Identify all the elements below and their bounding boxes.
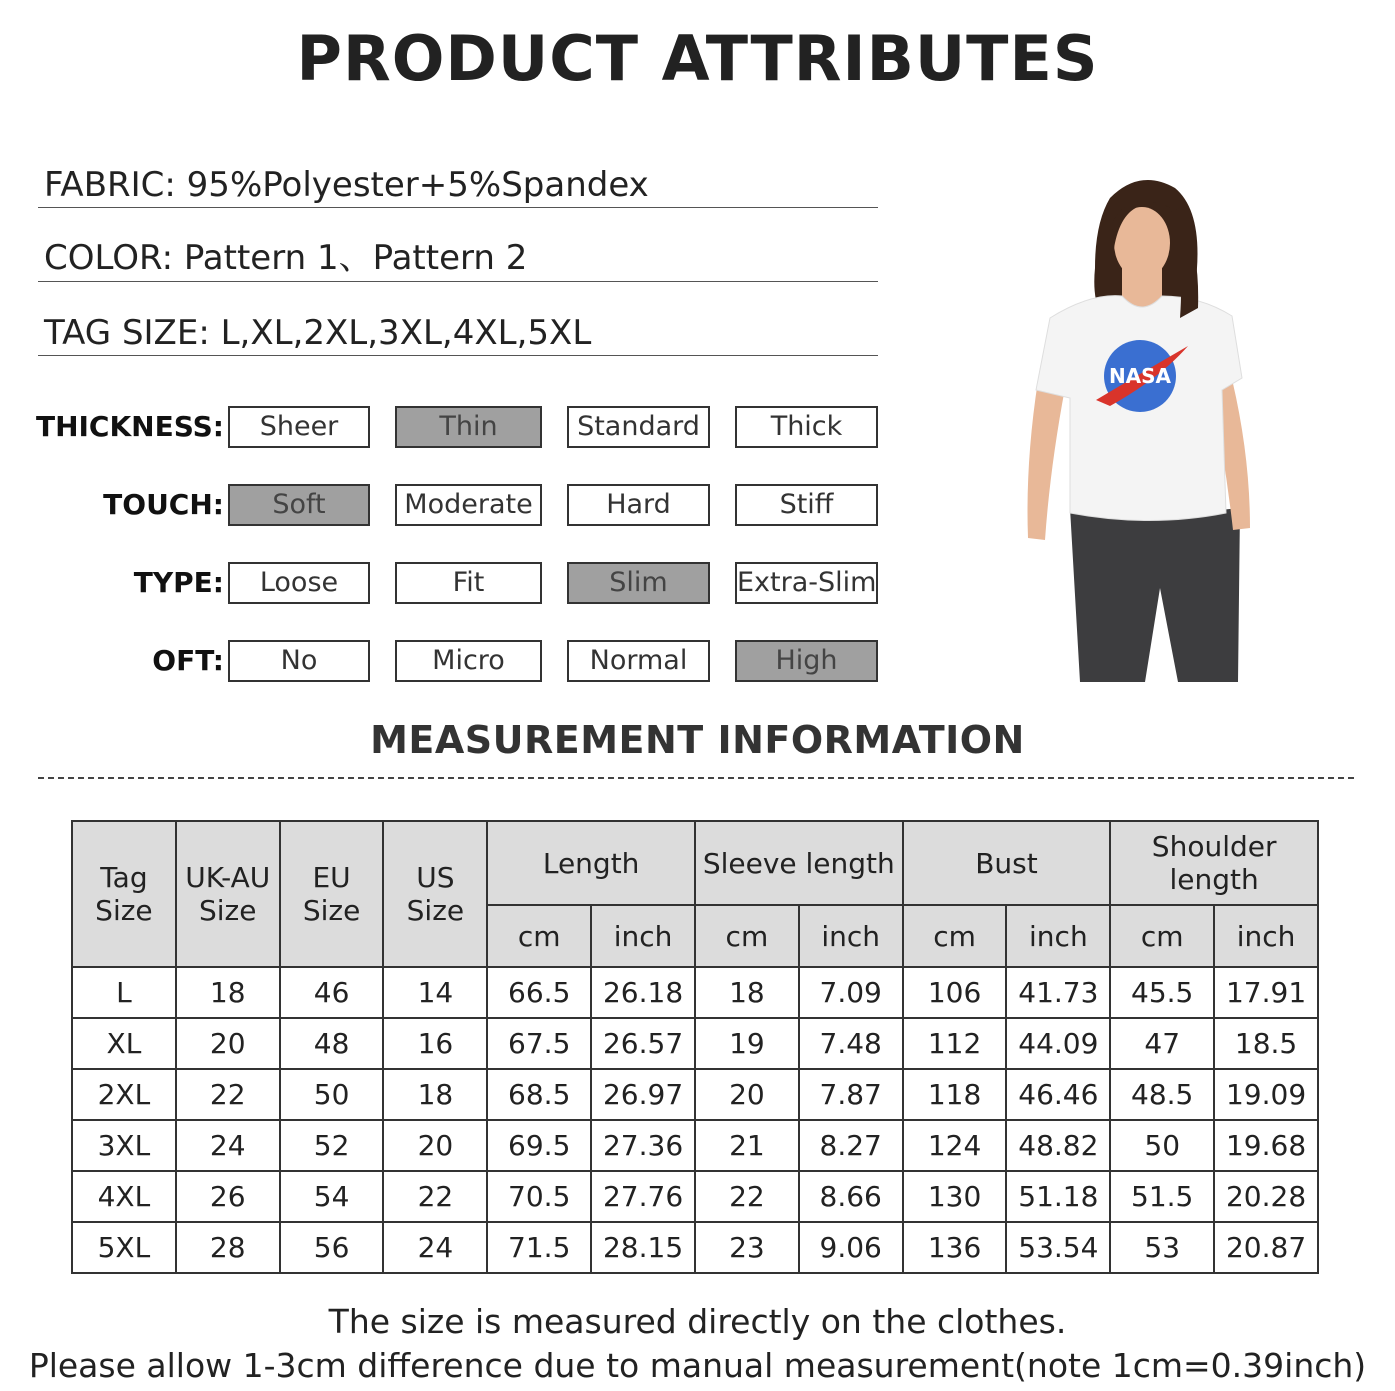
header-cm: cm xyxy=(1110,905,1214,967)
table-cell: 22 xyxy=(176,1069,280,1120)
table-cell: 44.09 xyxy=(1006,1018,1110,1069)
table-cell: 54 xyxy=(280,1171,384,1222)
model-photo xyxy=(1010,168,1290,682)
rating-option: Stiff xyxy=(735,484,878,526)
table-cell: 67.5 xyxy=(487,1018,591,1069)
table-cell: 50 xyxy=(280,1069,384,1120)
color-text: COLOR: Pattern 1、Pattern 2 xyxy=(44,238,528,278)
table-cell: 21 xyxy=(695,1120,799,1171)
header-cm: cm xyxy=(487,905,591,967)
table-cell: 70.5 xyxy=(487,1171,591,1222)
rating-option: Thin xyxy=(395,406,542,448)
size-table xyxy=(71,820,1319,1274)
table-cell: 69.5 xyxy=(487,1120,591,1171)
table-cell: 53.54 xyxy=(1006,1222,1110,1273)
table-row xyxy=(72,1171,1318,1222)
table-cell: 7.09 xyxy=(799,967,903,1018)
table-cell: 112 xyxy=(903,1018,1007,1069)
table-cell: 51.5 xyxy=(1110,1171,1214,1222)
rating-option: Thick xyxy=(735,406,878,448)
table-cell: 5XL xyxy=(72,1222,176,1273)
table-cell: 26 xyxy=(176,1171,280,1222)
header-cm: cm xyxy=(903,905,1007,967)
rating-option: Sheer xyxy=(228,406,370,448)
table-cell: XL xyxy=(72,1018,176,1069)
table-cell: 52 xyxy=(280,1120,384,1171)
table-cell: 41.73 xyxy=(1006,967,1110,1018)
fabric-text: FABRIC: 95%Polyester+5%Spandex xyxy=(44,165,649,205)
table-cell: 118 xyxy=(903,1069,1007,1120)
table-cell: 19 xyxy=(695,1018,799,1069)
table-cell: 28 xyxy=(176,1222,280,1273)
rating-option: Hard xyxy=(567,484,710,526)
rating-option: Slim xyxy=(567,562,710,604)
rating-label: TYPE: xyxy=(133,566,224,599)
table-cell: L xyxy=(72,967,176,1018)
fabric-line xyxy=(38,157,878,208)
rating-option: Normal xyxy=(567,640,710,682)
table-cell: 48.5 xyxy=(1110,1069,1214,1120)
rating-option: Soft xyxy=(228,484,370,526)
rating-option: Standard xyxy=(567,406,710,448)
table-cell: 28.15 xyxy=(591,1222,695,1273)
measurement-title: MEASUREMENT INFORMATION xyxy=(370,718,1025,762)
table-cell: 26.18 xyxy=(591,967,695,1018)
rating-option: No xyxy=(228,640,370,682)
leggings-shape xyxy=(1070,508,1240,682)
page-title: PRODUCT ATTRIBUTES xyxy=(296,22,1099,95)
table-cell: 48 xyxy=(280,1018,384,1069)
header-us-size: US Size xyxy=(383,821,487,967)
table-cell: 22 xyxy=(695,1171,799,1222)
table-cell: 22 xyxy=(383,1171,487,1222)
table-cell: 66.5 xyxy=(487,967,591,1018)
table-cell: 2XL xyxy=(72,1069,176,1120)
table-cell: 4XL xyxy=(72,1171,176,1222)
header-length: Length xyxy=(487,821,695,905)
header-inch: inch xyxy=(1006,905,1110,967)
table-cell: 27.76 xyxy=(591,1171,695,1222)
table-cell: 9.06 xyxy=(799,1222,903,1273)
table-cell: 18 xyxy=(383,1069,487,1120)
note-measured: The size is measured directly on the clothes. xyxy=(328,1302,1067,1341)
tag-size-text: TAG SIZE: L,XL,2XL,3XL,4XL,5XL xyxy=(44,313,592,353)
table-cell: 8.66 xyxy=(799,1171,903,1222)
table-cell: 19.68 xyxy=(1214,1120,1318,1171)
table-cell: 50 xyxy=(1110,1120,1214,1171)
table-row xyxy=(72,1222,1318,1273)
table-cell: 7.48 xyxy=(799,1018,903,1069)
table-cell: 130 xyxy=(903,1171,1007,1222)
header-inch: inch xyxy=(591,905,695,967)
header-shoulder-length: Shoulder length xyxy=(1110,821,1318,905)
header-eu-size: EU Size xyxy=(280,821,384,967)
header-inch: inch xyxy=(1214,905,1318,967)
table-cell: 56 xyxy=(280,1222,384,1273)
rating-option: Extra-Slim xyxy=(735,562,878,604)
header-uk-au-size: UK-AU Size xyxy=(176,821,280,967)
table-cell: 51.18 xyxy=(1006,1171,1110,1222)
rating-option: Loose xyxy=(228,562,370,604)
table-cell: 26.57 xyxy=(591,1018,695,1069)
table-cell: 53 xyxy=(1110,1222,1214,1273)
table-cell: 48.82 xyxy=(1006,1120,1110,1171)
header-tag-size: Tag Size xyxy=(72,821,176,967)
table-cell: 26.97 xyxy=(591,1069,695,1120)
note-difference: Please allow 1-3cm difference due to manual measurement(note 1cm=0.39inch) xyxy=(28,1346,1367,1385)
table-row xyxy=(72,967,1318,1018)
header-inch: inch xyxy=(799,905,903,967)
rating-option: Micro xyxy=(395,640,542,682)
rating-option: High xyxy=(735,640,878,682)
table-cell: 18 xyxy=(695,967,799,1018)
table-cell: 45.5 xyxy=(1110,967,1214,1018)
table-cell: 20.28 xyxy=(1214,1171,1318,1222)
table-cell: 24 xyxy=(176,1120,280,1171)
table-row xyxy=(72,1018,1318,1069)
dashed-divider xyxy=(38,777,1354,779)
table-cell: 46 xyxy=(280,967,384,1018)
table-row xyxy=(72,1120,1318,1171)
header-cm: cm xyxy=(695,905,799,967)
header-bust: Bust xyxy=(903,821,1111,905)
table-cell: 71.5 xyxy=(487,1222,591,1273)
table-row xyxy=(72,1069,1318,1120)
nasa-logo-text: NASA xyxy=(1108,364,1172,388)
table-cell: 3XL xyxy=(72,1120,176,1171)
tag-size-line xyxy=(38,305,878,356)
table-cell: 46.46 xyxy=(1006,1069,1110,1120)
table-cell: 20 xyxy=(695,1069,799,1120)
rating-label: OFT: xyxy=(152,644,224,677)
table-cell: 7.87 xyxy=(799,1069,903,1120)
rating-label: THICKNESS: xyxy=(35,410,224,443)
color-line xyxy=(38,231,878,282)
table-cell: 106 xyxy=(903,967,1007,1018)
table-cell: 16 xyxy=(383,1018,487,1069)
table-cell: 8.27 xyxy=(799,1120,903,1171)
table-cell: 17.91 xyxy=(1214,967,1318,1018)
rating-option: Fit xyxy=(395,562,542,604)
table-cell: 20 xyxy=(176,1018,280,1069)
table-cell: 18.5 xyxy=(1214,1018,1318,1069)
table-cell: 18 xyxy=(176,967,280,1018)
table-cell: 20.87 xyxy=(1214,1222,1318,1273)
table-cell: 47 xyxy=(1110,1018,1214,1069)
table-cell: 124 xyxy=(903,1120,1007,1171)
table-cell: 19.09 xyxy=(1214,1069,1318,1120)
table-cell: 14 xyxy=(383,967,487,1018)
table-cell: 68.5 xyxy=(487,1069,591,1120)
table-cell: 24 xyxy=(383,1222,487,1273)
table-cell: 20 xyxy=(383,1120,487,1171)
table-cell: 136 xyxy=(903,1222,1007,1273)
table-cell: 23 xyxy=(695,1222,799,1273)
table-cell: 27.36 xyxy=(591,1120,695,1171)
header-sleeve-length: Sleeve length xyxy=(695,821,903,905)
rating-option: Moderate xyxy=(395,484,542,526)
rating-label: TOUCH: xyxy=(103,488,224,521)
